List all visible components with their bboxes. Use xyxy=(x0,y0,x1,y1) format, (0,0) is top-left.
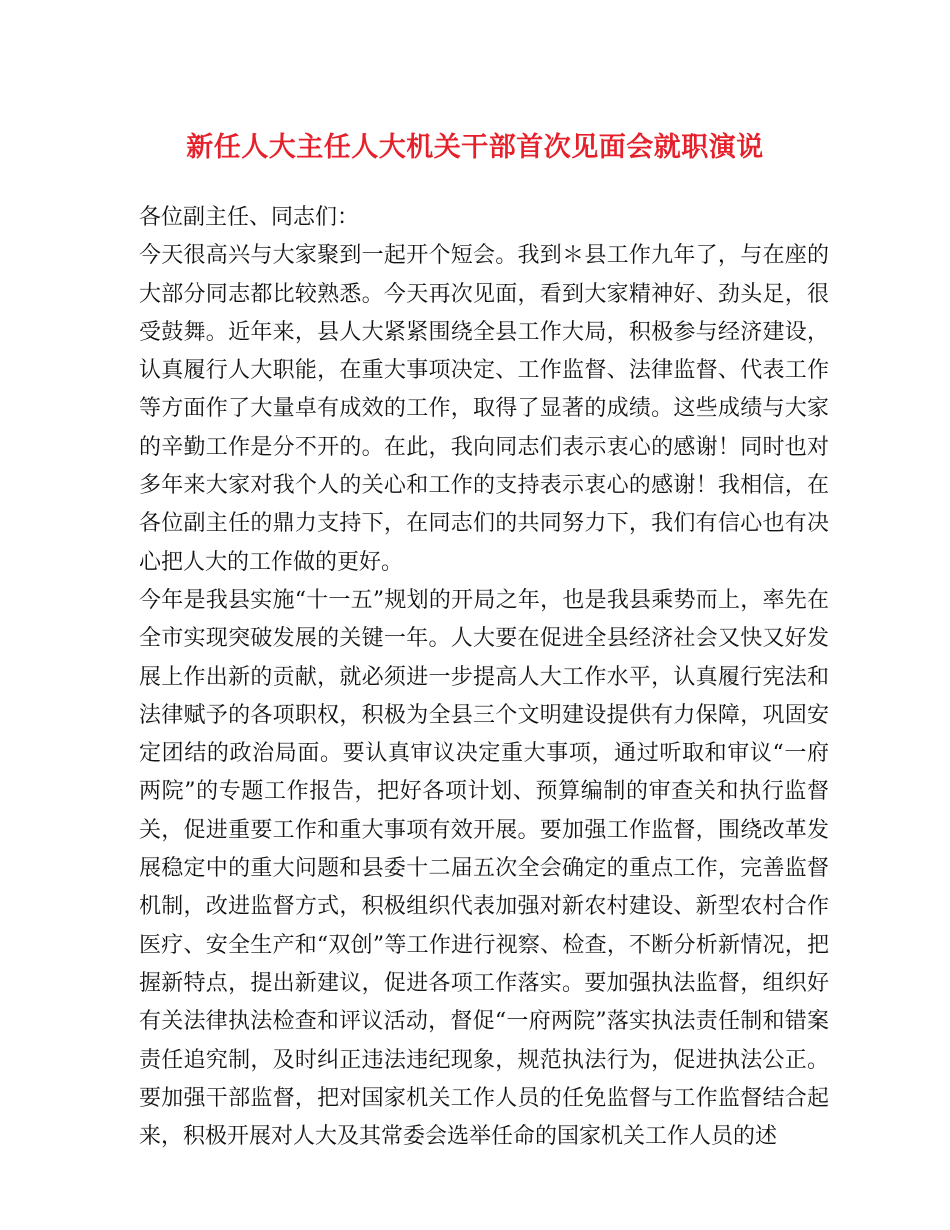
salutation: 各位副主任、同志们： xyxy=(139,205,360,230)
document-body xyxy=(139,199,829,1156)
paragraph-1: 今天很高兴与大家聚到一起开个短会。我到＊县工作九年了，与在座的大部分同志都比较熟悉。今天再次见面，看到大家精神好、劲头足，很受鼓舞。近年来，县人大紧紧围绕全县工作大局，积极参与经济建设，认真履行人大职能，在重大事项决定、工作监督、法律监督、代表工作等方面作了大量卓有成效的工作，取得了显著的成绩。这些成绩与大家的辛勤工作是分不开的。在此，我向同志们表示衷心的感谢！同时也对多年来大家对我个人的关心和工作的支持表示衷心的感谢！我相信，在各位副主任的鼎力支持下，在同志们的共同努力下，我们有信心也有决心把人大的工作做的更好。 xyxy=(139,243,829,575)
document-title: 新任人大主任人大机关干部首次见面会就职演说 xyxy=(186,132,764,163)
paragraph-2: 今年是我县实施“十一五”规划的开局之年，也是我县乘势而上，率先在全市实现突破发展的关键一年。人大要在促进全县经济社会又快又好发展上作出新的贡献，就必须进一步提高人大工作水平，认真履行宪法和法律赋予的各项职权，积极为全县三个文明建设提供有力保障，巩固安定团结的政治局面。要认真审议决定重大事项，通过听取和审议“一府两院”的专题工作报告，把好各项计划、预算编制的审查关和执行监督关，促进重要工作和重大事项有效开展。要加强工作监督，围绕改革发展稳定中的重大问题和县委十二届五次全会确定的重点工作，完善监督机制，改进监督方式，积极组织代表加强对新农村建设、新型农村合作医疗、安全生产和“双创”等工作进行视察、检查，不断分析新情况，把握新特点，提出新建议，促进各项工作落实。要加强执法监督，组织好有关法律执法检查和评议活动，督促“一府两院”落实执法责任制和错案责任追究制，及时纠正违法违纪现象，规范执法行为，促进执法公正。要加强干部监督，把对国家机关工作人员的任免监督与工作监督结合起来，积极开展对人大及其常委会选举任命的国家机关工作人员的述 xyxy=(139,587,829,1150)
